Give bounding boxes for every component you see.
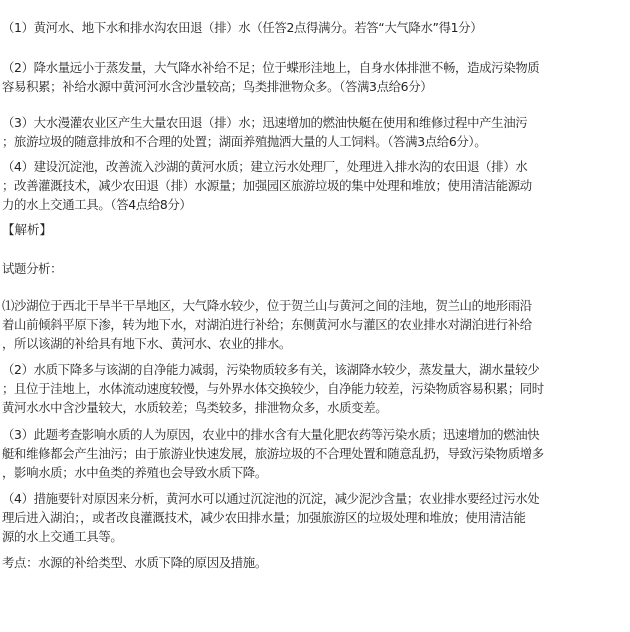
analysis-4-line-2: 理后进入湖泊；，或者改良灌溉技术，减少农田排水量；加强旅游区的垃圾处理和堆放；使用清洁能 (2, 510, 526, 525)
answer-4-line-2: ；改善灌溉技术，减少农田退（排）水源量；加强园区旅游垃圾的集中处理和堆放；使用清洁能源动 (2, 178, 532, 193)
answer-paragraph-1 (2, 18, 628, 37)
analysis-heading: 【解析】 (2, 222, 53, 237)
analysis-subheading-text: 试题分析： (2, 261, 63, 276)
answer-paragraph-3 (2, 113, 628, 151)
analysis-3-line-1: （3）此题考查影响水质的人为原因，农业中的排水含有大量化肥农药等污染水质；迅速增加的燃油快 (2, 427, 540, 442)
answer-2-line-2: 容易积累；补给水源中黄河河水含沙量较高；鸟类排泄物众多。（答满3点给6分） (2, 79, 433, 94)
answer-4-line-1: （4）建设沉淀池，改善流入沙湖的黄河水质；建立污水处理厂，处理进入排水沟的农田退（排）水 (2, 159, 528, 174)
analysis-4-line-3: 源的水上交通工具等。 (2, 529, 123, 544)
analysis-2-line-2: ；且位于洼地上，水体流动速度较慢，与外界水体交换较少，自净能力较差，污染物质容易积累；同时 (2, 381, 544, 396)
analysis-paragraph-1 (2, 296, 628, 353)
kaodian (2, 553, 628, 572)
analysis-1-line-1: ⑴沙湖位于西北干旱半干旱地区，大气降水较少，位于贺兰山与黄河之间的洼地，贺兰山的地形雨沿 (2, 298, 532, 313)
analysis-subheading (2, 259, 628, 278)
answer-3-line-1: （3）大水漫灌农业区产生大量农田退（排）水；迅速增加的燃油快艇在使用和维修过程中产生油污 (2, 115, 528, 130)
analysis-3-line-2: 艇和维修都会产生油污；由于旅游业快速发展，旅游垃圾的不合理处置和随意乱扔，导致污染物质增多 (2, 446, 544, 461)
analysis-1-line-2: 着山前倾斜平原下渗，转为地下水，对湖泊进行补给；东侧黄河水与灌区的农业排水对湖泊进行补给 (2, 317, 532, 332)
answer-4-line-3: 力的水上交通工具。（答4点给8分） (2, 197, 192, 212)
answer-paragraph-4 (2, 157, 628, 214)
kaodian-text: 考点：水源的补给类型、水质下降的原因及措施。 (2, 555, 267, 570)
analysis-2-line-3: 黄河水水中含沙量较大，水质较差；鸟类较多，排泄物众多，水质变差。 (2, 400, 388, 415)
answer-paragraph-2 (2, 58, 628, 96)
analysis-4-line-1: （4）措施要针对原因来分析，黄河水可以通过沉淀池的沉淀，减少泥沙含量；农业排水要经过污水处 (2, 491, 540, 506)
analysis-2-line-1: （2）水质下降多与该湖的自净能力减弱，污染物质较多有关，该湖降水较少，蒸发量大，湖水量较少 (2, 362, 540, 377)
answer-1-line-1: （1）黄河水、地下水和排水沟农田退（排）水（任答2点得满分。若答“大气降水”得1分） (2, 20, 483, 35)
analysis-paragraph-2 (2, 360, 628, 417)
analysis-1-line-3: ，所以该湖的补给具有地下水、黄河水、农业的排水。 (2, 336, 291, 351)
answer-2-line-1: （2）降水量远小于蒸发量，大气降水补给不足；位于蝶形洼地上，自身水体排泄不畅，造成污染物质 (2, 60, 540, 75)
analysis-3-line-3: ，影响水质；水中鱼类的养殖也会导致水质下降。 (2, 465, 267, 480)
analysis-paragraph-3 (2, 425, 628, 482)
analysis-paragraph-4 (2, 489, 628, 546)
answer-3-line-2: ；旅游垃圾的随意排放和不合理的处置；湖面养殖抛洒大量的人工饲料。（答满3点给6分）。 (2, 134, 487, 149)
